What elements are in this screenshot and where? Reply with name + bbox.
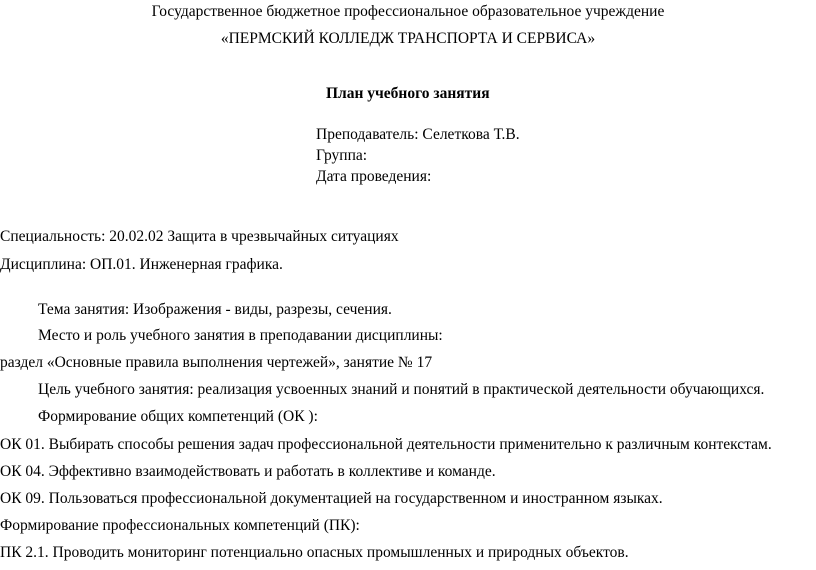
competency-item: ОК 04. Эффективно взаимодействовать и работать в коллективе и команде.: [0, 463, 496, 480]
date-line: Дата проведения:: [316, 168, 432, 185]
section-line: раздел «Основные правила выполнения чертежей», занятие № 17: [0, 354, 433, 371]
institution-line: Государственное бюджетное профессиональное образовательное учреждение: [151, 3, 665, 20]
teacher-line: Преподаватель: Селеткова Т.В.: [316, 126, 520, 143]
specialty-line: Специальность: 20.02.02 Защита в чрезвычайных ситуациях: [0, 228, 399, 245]
college-name: «ПЕРМСКИЙ КОЛЛЕДЖ ТРАНСПОРТА И СЕРВИСА»: [220, 30, 596, 47]
goal-line: Цель учебного занятия: реализация усвоенных знаний и понятий в практической деятельности обучающихся.: [38, 381, 765, 398]
competency-item: ПК 2.1. Проводить мониторинг потенциально опасных промышленных и природных объектов.: [0, 544, 629, 561]
competency-item: ОК 01. Выбирать способы решения задач профессиональной деятельности применительно к различным контекстам.: [0, 436, 772, 453]
page-title: План учебного занятия: [326, 85, 490, 102]
competency-item: ОК 09. Пользоваться профессиональной документацией на государственном и иностранном языках.: [0, 490, 663, 507]
general-competencies-heading: Формирование общих компетенций (ОК ):: [38, 408, 318, 425]
place-role-line: Место и роль учебного занятия в преподавании дисциплины:: [38, 327, 443, 344]
discipline-line: Дисциплина: ОП.01. Инженерная графика.: [0, 256, 283, 273]
topic-line: Тема занятия: Изображения - виды, разрезы, сечения.: [38, 301, 392, 318]
professional-competencies-heading: Формирование профессиональных компетенций (ПК):: [0, 517, 360, 534]
group-line: Группа:: [316, 147, 368, 164]
